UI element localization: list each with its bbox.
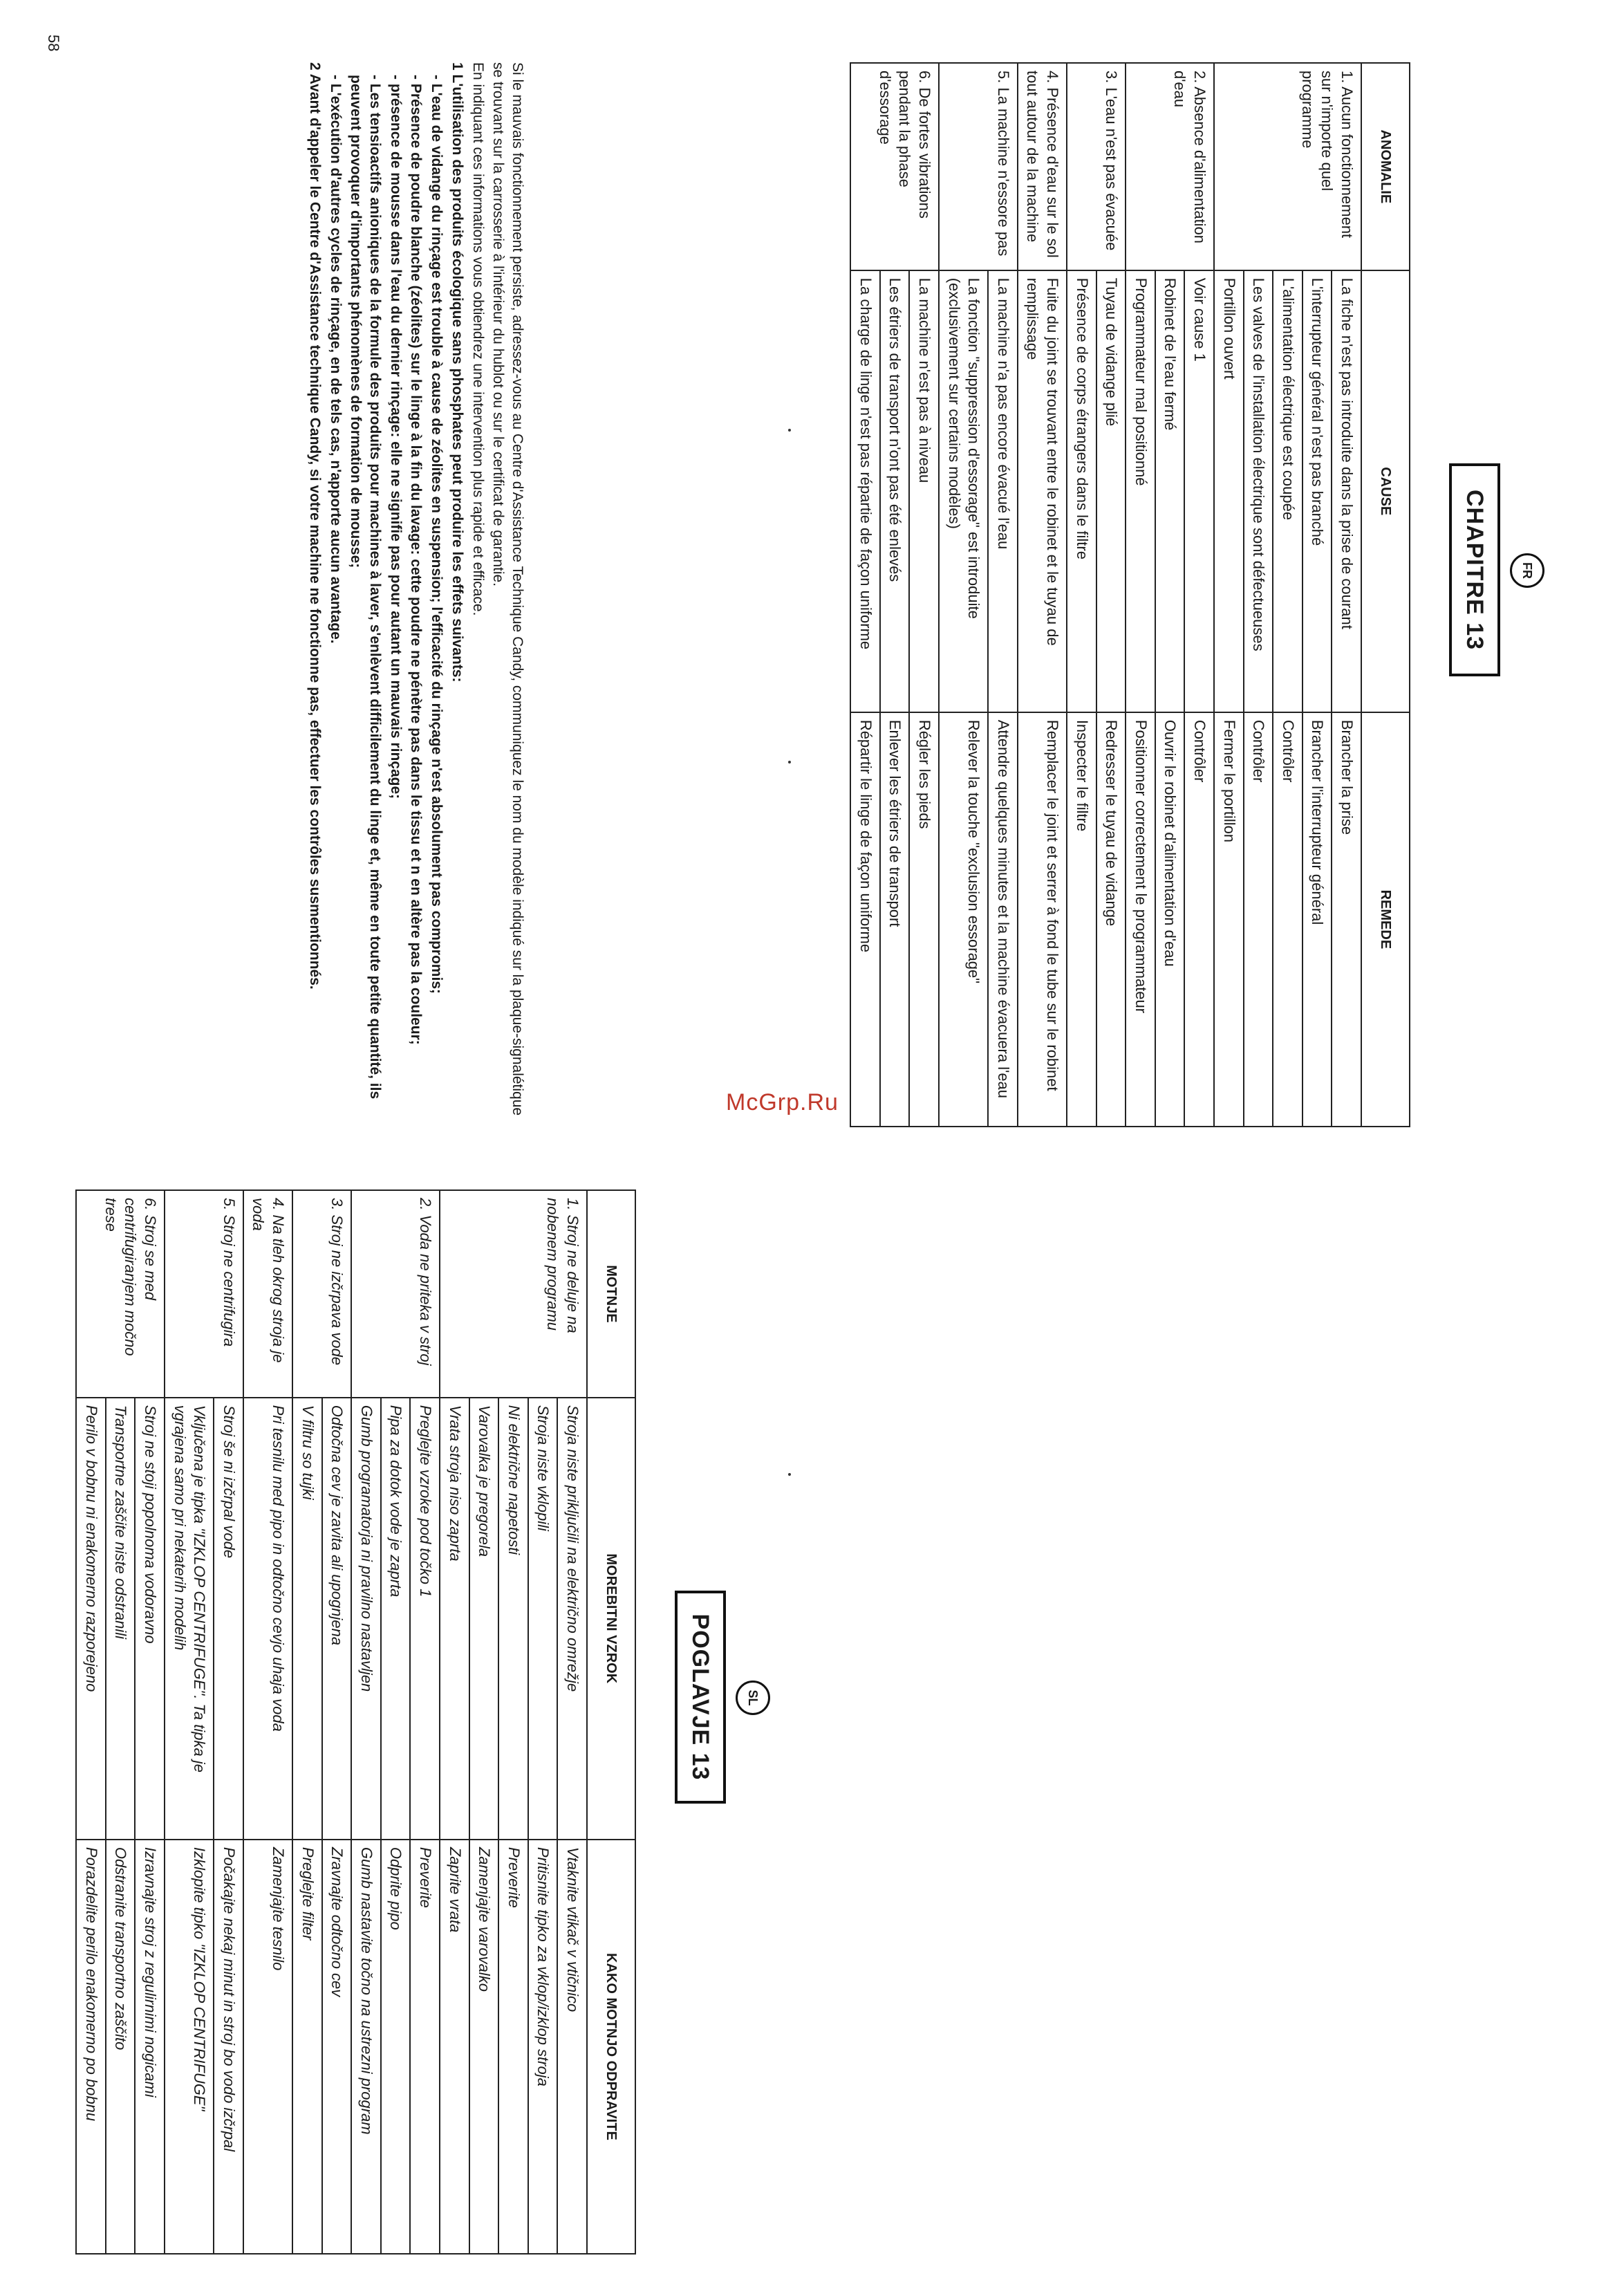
note-line: - Les tensioactifs anioniques de la formule des produits pour machines à laver, s'enlèvent difficilement du linge et, même en toute petite quantité, ils peuvent provoquer d'importants phénomènes de formation de mousse; <box>348 75 383 1100</box>
remedy-cell: Enlever les étriers de transport <box>880 712 910 1127</box>
table-row <box>410 1190 440 2254</box>
table-row <box>214 1190 243 2254</box>
table-row <box>910 63 940 1127</box>
remedy-cell: Zravnajte odtočno cev <box>322 1840 352 2254</box>
remedy-cell: Remplacer le joint et serrer à fond le tube sur le robinet <box>1018 712 1067 1127</box>
table-row <box>1332 63 1361 1127</box>
troubleshooting-table-fr <box>850 62 1410 1127</box>
anomaly-cell: 2. Absence d'alimentation d'eau <box>1126 63 1214 270</box>
scan-dot <box>788 429 791 432</box>
cause-cell: La charge de linge n'est pas répartie de façon uniforme <box>850 270 880 712</box>
note-line: Si le mauvais fonctionnement persiste, adressez-vous au Centre d'Assistance Technique Candy, communiquez le nom du modèle indiqué sur la plaque-signalétique se trouvant sur la carrosserie à l'intérieur du hublot ou sur le certificat de garantie. <box>490 62 525 1116</box>
cause-cell: Stroja niste priključili na električno omrežje <box>557 1398 587 1840</box>
chapter-title-fr: CHAPITRE 13 <box>1449 463 1500 676</box>
anomaly-cell: 1. Aucun fonctionnement sur n'importe quel programme <box>1214 63 1361 270</box>
remedy-cell: Ouvrir le robinet d'alimentation d'eau <box>1155 712 1185 1127</box>
remedy-cell: Brancher l'interrupteur général <box>1303 712 1332 1127</box>
remedy-cell: Relever la touche "exclusion essorage" <box>939 712 988 1127</box>
anomaly-cell: 4. Présence d'eau sur le sol tout autour de la machine <box>1018 63 1067 270</box>
cause-cell: Ni električne napetosti <box>498 1398 528 1840</box>
cause-cell: Fuite du joint se trouvant entre le robinet et le tuyau de remplissage <box>1018 270 1067 712</box>
remedy-cell: Brancher la prise <box>1332 712 1361 1127</box>
cause-cell: Pipa za dotok vode je zaprta <box>381 1398 411 1840</box>
remedy-cell: Preglejte filter <box>292 1840 322 2254</box>
remedy-cell: Inspecter le filtre <box>1067 712 1096 1127</box>
notes-fr <box>304 62 527 1127</box>
cause-cell: Varovalka je pregorela <box>469 1398 499 1840</box>
cause-cell: La machine n'est pas à niveau <box>910 270 940 712</box>
header-anomaly: ANOMALIE <box>1361 63 1410 270</box>
cause-cell: Stroj ne stoji popolnoma vodoravno <box>136 1398 165 1840</box>
remedy-cell: Odstranite transportno zaščito <box>106 1840 136 2254</box>
cause-cell: Présence de corps étrangers dans le filtre <box>1067 270 1096 712</box>
cause-cell: Stroja niste vklopili <box>528 1398 558 1840</box>
anomaly-cell: 4. Na tleh okrog stroja je voda <box>243 1190 292 1398</box>
scan-dot <box>788 761 791 763</box>
remedy-cell: Zamenjajte tesnilo <box>243 1840 292 2254</box>
note-line: 2 Avant d'appeler le Centre d'Assistance technique Candy, si votre machine ne fonctionne pas, effectuer les contrôles susmentionnés. <box>306 62 323 990</box>
remedy-cell: Pritisnite tipko za vklop/izklop stroja <box>528 1840 558 2254</box>
watermark: McGrp.Ru <box>726 1089 839 1115</box>
note-line: En indiquant ces informations vous obtiendrez une intervention plus rapide et efficace. <box>469 62 486 616</box>
cause-cell: Les valves de l'installation électrique sont défectueuses <box>1244 270 1273 712</box>
remedy-cell: Gumb nastavite točno na ustrezni program <box>351 1840 381 2254</box>
troubleshooting-table-sl <box>75 1189 636 2255</box>
cause-cell: Robinet de l'eau fermé <box>1155 270 1185 712</box>
page-french <box>14 21 1549 1169</box>
remedy-cell: Régler les pieds <box>910 712 940 1127</box>
table-row <box>988 63 1018 1127</box>
remedy-cell: Contrôler <box>1273 712 1303 1127</box>
page-number-fr: 58 <box>45 35 62 52</box>
cause-cell: La machine n'a pas encore évacué l'eau <box>988 270 1018 712</box>
scan-dot <box>788 1473 791 1476</box>
anomaly-cell: 3. Stroj ne izčrpava vode <box>292 1190 351 1398</box>
remedy-cell: Izravnajte stroj z regulirnimi nogicami <box>136 1840 165 2254</box>
cause-cell: Perilo v bobnu ni enakomerno razporejeno <box>76 1398 106 1840</box>
remedy-cell: Izklopite tipko "IZKLOP CENTRIFUGE" <box>165 1840 214 2254</box>
cause-cell: Stroj še ni izčrpal vode <box>214 1398 243 1840</box>
note-line: - L'exécution d'autres cycles de rinçage, en de tels cas, n'apporte aucun avantage. <box>327 75 344 644</box>
chapter-title-sl: POGLAVJE 13 <box>675 1591 726 1804</box>
remedy-cell: Positionner correctement le programmateur <box>1126 712 1155 1127</box>
remedy-cell: Počakajte nekaj minut in stroj bo vodo izčrpal <box>214 1840 243 2254</box>
note-line: - L'eau de vidange du rinçage est trouble à cause de zéolites en suspension; l'efficacité du rinçage n'est absolument pas compromis; <box>429 75 445 994</box>
anomaly-cell: 5. La machine n'essore pas <box>939 63 1018 270</box>
cause-cell: Tuyau de vidange plié <box>1096 270 1126 712</box>
header-remedy: REMEDE <box>1361 712 1410 1127</box>
remedy-cell: Odprite pipo <box>381 1840 411 2254</box>
note-line: - présence de mousse dans l'eau du dernier rinçage: elle ne signifie pas pour autant un mauvais rinçage; <box>387 75 404 799</box>
table-row <box>243 1190 292 2254</box>
cause-cell: Preglejte vzroke pod točko 1 <box>410 1398 440 1840</box>
remedy-cell: Porazdelite perilo enakomerno po bobnu <box>76 1840 106 2254</box>
remedy-cell: Vtaknite vtikač v vtičnico <box>557 1840 587 2254</box>
cause-cell: Pri tesnilu med pipo in odtočno cevjo uhaja voda <box>243 1398 292 1840</box>
anomaly-cell: 5. Stroj ne centrifugira <box>165 1190 243 1398</box>
remedy-cell: Preverite <box>410 1840 440 2254</box>
remedy-cell: Contrôler <box>1244 712 1273 1127</box>
page-slovene <box>0 1148 774 2296</box>
anomaly-cell: 1. Stroj ne deluje na nobenem programu <box>440 1190 587 1398</box>
cause-cell: Transportne zaščite niste odstranili <box>106 1398 136 1840</box>
remedy-cell: Répartir le linge de façon uniforme <box>850 712 880 1127</box>
remedy-cell: Zaprite vrata <box>440 1840 469 2254</box>
cause-cell: V filtru so tujki <box>292 1398 322 1840</box>
cause-cell: Vrata stroja niso zaprta <box>440 1398 469 1840</box>
table-row <box>1018 63 1067 1127</box>
cause-cell: La fonction "suppression d'essorage" est introduite (exclusivement sur certains modèles) <box>939 270 988 712</box>
cause-cell: Programmateur mal positionné <box>1126 270 1155 712</box>
cause-cell: Gumb programatorja ni pravilno nastavljen <box>351 1398 381 1840</box>
header-cause: MOREBITNI VZROK <box>587 1398 635 1840</box>
remedy-cell: Preverite <box>498 1840 528 2254</box>
cause-cell: Odtočna cev je zavita ali upognjena <box>322 1398 352 1840</box>
header-remedy: KAKO MOTNJO ODPRAVITE <box>587 1840 635 2254</box>
table-row <box>557 1190 587 2254</box>
remedy-cell: Redresser le tuyau de vidange <box>1096 712 1126 1127</box>
cause-cell: Voir cause 1 <box>1184 270 1214 712</box>
language-badge-sl: SL <box>736 1681 770 1715</box>
remedy-cell: Zamenjajte varovalko <box>469 1840 499 2254</box>
header-cause: CAUSE <box>1361 270 1410 712</box>
header-anomaly: MOTNJE <box>587 1190 635 1398</box>
table-row <box>136 1190 165 2254</box>
language-badge-fr: FR <box>1510 553 1544 588</box>
anomaly-cell: 6. De fortes vibrations pendant la phase d'essorage <box>850 63 939 270</box>
remedy-cell: Fermer le portillon <box>1214 712 1244 1127</box>
table-row <box>1184 63 1214 1127</box>
table-row <box>322 1190 352 2254</box>
cause-cell: Les étriers de transport n'ont pas été enlevés <box>880 270 910 712</box>
cause-cell: La fiche n'est pas introduite dans la prise de courant <box>1332 270 1361 712</box>
cause-cell: Portillon ouvert <box>1214 270 1244 712</box>
note-line: - Présence de poudre blanche (zéolites) sur le linge à la fin du lavage: cette poudre ne pénètre pas dans le tissu et n en altère pas la couleur; <box>408 75 424 1045</box>
remedy-cell: Attendre quelques minutes et la machine évacuera l'eau <box>988 712 1018 1127</box>
remedy-cell: Contrôler <box>1184 712 1214 1127</box>
anomaly-cell: 2. Voda ne priteka v stroj <box>351 1190 440 1398</box>
anomaly-cell: 6. Stroj se med centrifugiranjem močno trese <box>76 1190 165 1398</box>
anomaly-cell: 3. L'eau n'est pas évacuée <box>1067 63 1126 270</box>
cause-cell: L'interrupteur général n'est pas branché <box>1303 270 1332 712</box>
cause-cell: L'alimentation électrique est coupée <box>1273 270 1303 712</box>
table-row <box>1096 63 1126 1127</box>
note-line: 1 L'utilisation des produits écologique sans phosphates peut produire les effets suivants: <box>449 62 465 683</box>
cause-cell: Vključena je tipka "IZKLOP CENTRIFUGE". Ta tipka je vgrajena samo pri nekaterih modelih <box>165 1398 214 1840</box>
